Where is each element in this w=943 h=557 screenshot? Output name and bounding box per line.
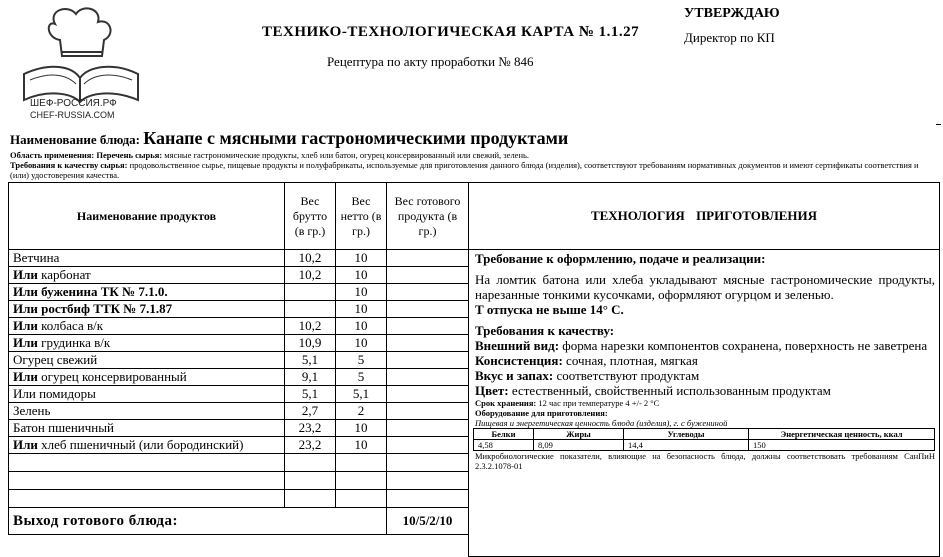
ingredient-gross: 5,1	[285, 386, 336, 403]
output-row	[9, 508, 469, 535]
appearance-label: Внешний вид:	[475, 338, 560, 353]
ingredients-table	[8, 182, 469, 535]
ingredient-ready	[387, 369, 469, 386]
ingredient-net: 5	[336, 352, 387, 369]
technology-panel	[468, 182, 940, 557]
ingredient-name-text: Огурец свежий	[13, 352, 98, 367]
ingredient-gross	[285, 284, 336, 301]
ingredient-net: 10	[336, 250, 387, 267]
technology-header: ТЕХНОЛОГИЯ ПРИГОТОВЛЕНИЯ	[469, 183, 939, 250]
approve-label: УТВЕРЖДАЮ	[684, 6, 780, 21]
color-text: естественный, свойственный использованным продуктам	[511, 383, 831, 398]
col-header-gross: Вес брутто (в гр.)	[285, 183, 336, 250]
ingredient-name	[9, 403, 285, 420]
ingredient-net: 10	[336, 335, 387, 352]
nutrition-table	[473, 428, 935, 451]
ingredient-gross: 9,1	[285, 369, 336, 386]
empty-cell	[336, 454, 387, 472]
nutrition-header-fat: Жиры	[534, 429, 624, 440]
ingredient-name-text: Зелень	[13, 403, 51, 418]
consistency-text: сочная, плотная, мягкая	[566, 353, 698, 368]
serve-text: На ломтик батона или хлеба укладывают мясные гастрономические продукты, нарезанные тонкими кусочками, оформляют огурцом и зеленью.	[475, 272, 935, 302]
col-header-name: Наименование продуктов	[9, 183, 285, 250]
ingredient-alt-prefix: Или	[13, 437, 38, 452]
taste-text: соответствуют продуктам	[556, 368, 700, 383]
ingredient-gross	[285, 301, 336, 318]
raw-requirements	[10, 160, 930, 180]
raw-requirements-text: продовольственное сырье, пищевые продукты и полуфабрикаты, используемые для приготовления данного блюда (изделия), соответствуют требованиям нормативных документов и имеют сертификаты соответствия и (или) удостоверения качества.	[10, 160, 919, 180]
ingredient-gross: 2,7	[285, 403, 336, 420]
scope-line	[10, 150, 930, 160]
output-value: 10/5/2/10	[387, 508, 469, 535]
consistency-label: Консистенция:	[475, 353, 563, 368]
ingredient-gross: 10,2	[285, 250, 336, 267]
empty-cell	[285, 454, 336, 472]
nutrition-header-protein: Белки	[474, 429, 534, 440]
empty-cell	[387, 490, 469, 508]
ingredient-alt-prefix: Или	[13, 369, 38, 384]
ingredient-row	[9, 437, 469, 454]
ingredient-net: 10	[336, 437, 387, 454]
microbiology-text: Микробиологические показатели, влияющие на безопасность блюда, должны соответствовать требованиям СанПиН 2.3.2.1078-01	[475, 451, 935, 471]
serve-title: Требование к оформлению, подаче и реализации:	[475, 251, 766, 266]
empty-cell	[285, 472, 336, 490]
output-label: Выход готового блюда:	[9, 508, 387, 535]
ingredient-ready	[387, 335, 469, 352]
ingredient-row	[9, 301, 469, 318]
ingredient-name	[9, 369, 285, 386]
ingredient-net: 10	[336, 301, 387, 318]
card-title: ТЕХНИКО-ТЕХНОЛОГИЧЕСКАЯ КАРТА № 1.1.27	[262, 24, 640, 40]
ingredient-ready	[387, 250, 469, 267]
ingredient-name	[9, 352, 285, 369]
ingredient-ready	[387, 437, 469, 454]
dish-name: Канапе с мясными гастрономическими продуктами	[143, 128, 569, 148]
ingredient-gross: 23,2	[285, 420, 336, 437]
logo-text-ru: ШЕФ-РОССИЯ.РФ	[30, 98, 117, 109]
ingredient-net: 5,1	[336, 386, 387, 403]
ingredient-name	[9, 250, 285, 267]
ingredient-name-text: карбонат	[37, 267, 91, 282]
nutrition-value-protein: 4,58	[474, 440, 534, 451]
ingredient-row	[9, 420, 469, 437]
ingredient-name-text: грудинка в/к	[37, 335, 111, 350]
ingredients-header-row	[9, 183, 469, 250]
appearance-text: форма нарезки компонентов сохранена, поверхность не заветрена	[562, 338, 928, 353]
storage-label: Срок хранения:	[475, 398, 537, 408]
nutrition-caption: Пищевая и энергетическая ценность блюда (изделия), г. с бужениной	[475, 418, 728, 428]
ingredient-row	[9, 250, 469, 267]
ingredient-row	[9, 335, 469, 352]
empty-cell	[9, 490, 285, 508]
serve-temperature: Т отпуска не выше 14° С.	[475, 302, 624, 317]
ingredient-name-text: колбаса в/к	[37, 318, 104, 333]
ingredient-gross: 5,1	[285, 352, 336, 369]
ingredient-name	[9, 420, 285, 437]
ingredient-net: 10	[336, 420, 387, 437]
nutrition-header-row	[474, 429, 935, 440]
ingredient-name	[9, 284, 285, 301]
nutrition-value-energy: 150	[749, 440, 935, 451]
ingredient-ready	[387, 420, 469, 437]
ingredient-name-text: хлеб пшеничный (или бородинский)	[37, 437, 244, 452]
ingredient-name-text: Или помидоры	[13, 386, 96, 401]
ingredient-row	[9, 403, 469, 420]
empty-cell	[336, 490, 387, 508]
ingredient-name	[9, 386, 285, 403]
equipment-label: Оборудование для приготовления:	[475, 408, 608, 418]
ingredient-row	[9, 318, 469, 335]
quality-title: Требования к качеству:	[475, 323, 615, 338]
scope-label: Область применения: Перечень сырья:	[10, 150, 163, 160]
nutrition-value-carbs: 14,4	[624, 440, 749, 451]
nutrition-header-energy: Энергетическая ценность, ккал	[749, 429, 935, 440]
col-header-ready: Вес готового продукта (в гр.)	[387, 183, 469, 250]
empty-cell	[387, 454, 469, 472]
nutrition-header-carbs: Углеводы	[624, 429, 749, 440]
ingredient-name	[9, 437, 285, 454]
logo-text-en: CHEF-RUSSIA.COM	[30, 110, 115, 120]
scope-text: мясные гастрономические продукты, хлеб или батон, огурец консервированный или свежий, зелень.	[164, 150, 530, 160]
dish-name-label: Наименование блюда:	[10, 132, 140, 147]
empty-row	[9, 454, 469, 472]
ingredient-name	[9, 335, 285, 352]
ingredient-net: 5	[336, 369, 387, 386]
ingredient-name-text: ростбиф ТТК № 7.1.87	[37, 301, 173, 316]
ingredient-row	[9, 369, 469, 386]
ingredient-alt-prefix: Или	[13, 318, 38, 333]
ingredient-ready	[387, 284, 469, 301]
taste-label: Вкус и запах:	[475, 368, 554, 383]
empty-cell	[336, 472, 387, 490]
ingredient-row	[9, 352, 469, 369]
ingredient-gross: 10,2	[285, 267, 336, 284]
color-label: Цвет:	[475, 383, 509, 398]
empty-cell	[9, 454, 285, 472]
ingredient-name	[9, 318, 285, 335]
ingredient-alt-prefix: Или	[13, 335, 38, 350]
ingredient-gross: 10,9	[285, 335, 336, 352]
storage-text: 12 час при температуре 4 +/- 2 °С	[538, 398, 660, 408]
ingredient-name	[9, 267, 285, 284]
ingredient-name-text: буженина ТК № 7.1.0.	[37, 284, 168, 299]
empty-cell	[285, 490, 336, 508]
col-header-net: Вес нетто (в гр.)	[336, 183, 387, 250]
ingredient-ready	[387, 301, 469, 318]
technology-body	[475, 251, 935, 471]
ingredient-row	[9, 386, 469, 403]
nutrition-values-row	[474, 440, 935, 451]
ingredient-ready	[387, 386, 469, 403]
ingredient-ready	[387, 352, 469, 369]
ingredient-net: 10	[336, 267, 387, 284]
ingredient-name-text: огурец консервированный	[37, 369, 187, 384]
ingredient-row	[9, 267, 469, 284]
nutrition-value-fat: 8,09	[534, 440, 624, 451]
ingredient-ready	[387, 318, 469, 335]
ingredient-gross: 10,2	[285, 318, 336, 335]
ingredient-alt-prefix: Или	[13, 301, 38, 316]
empty-row	[9, 490, 469, 508]
empty-cell	[387, 472, 469, 490]
ingredient-row	[9, 284, 469, 301]
corner-mark	[936, 124, 941, 130]
empty-row	[9, 472, 469, 490]
dish-name-line	[10, 128, 568, 149]
ingredient-net: 10	[336, 318, 387, 335]
ingredient-name	[9, 301, 285, 318]
ingredient-net: 2	[336, 403, 387, 420]
ingredient-gross: 23,2	[285, 437, 336, 454]
ingredient-name-text: Ветчина	[13, 250, 60, 265]
ingredients-body	[9, 250, 469, 535]
ingredient-ready	[387, 403, 469, 420]
ingredient-name-text: Батон пшеничный	[13, 420, 114, 435]
ingredient-alt-prefix: Или	[13, 267, 38, 282]
ingredient-ready	[387, 267, 469, 284]
ingredient-alt-prefix: Или	[13, 284, 38, 299]
recipe-reference: Рецептура по акту проработки № 846	[327, 54, 534, 69]
ingredient-net: 10	[336, 284, 387, 301]
empty-cell	[9, 472, 285, 490]
director-label: Директор по КП	[684, 30, 775, 45]
raw-requirements-label: Требования к качеству сырья:	[10, 160, 128, 170]
